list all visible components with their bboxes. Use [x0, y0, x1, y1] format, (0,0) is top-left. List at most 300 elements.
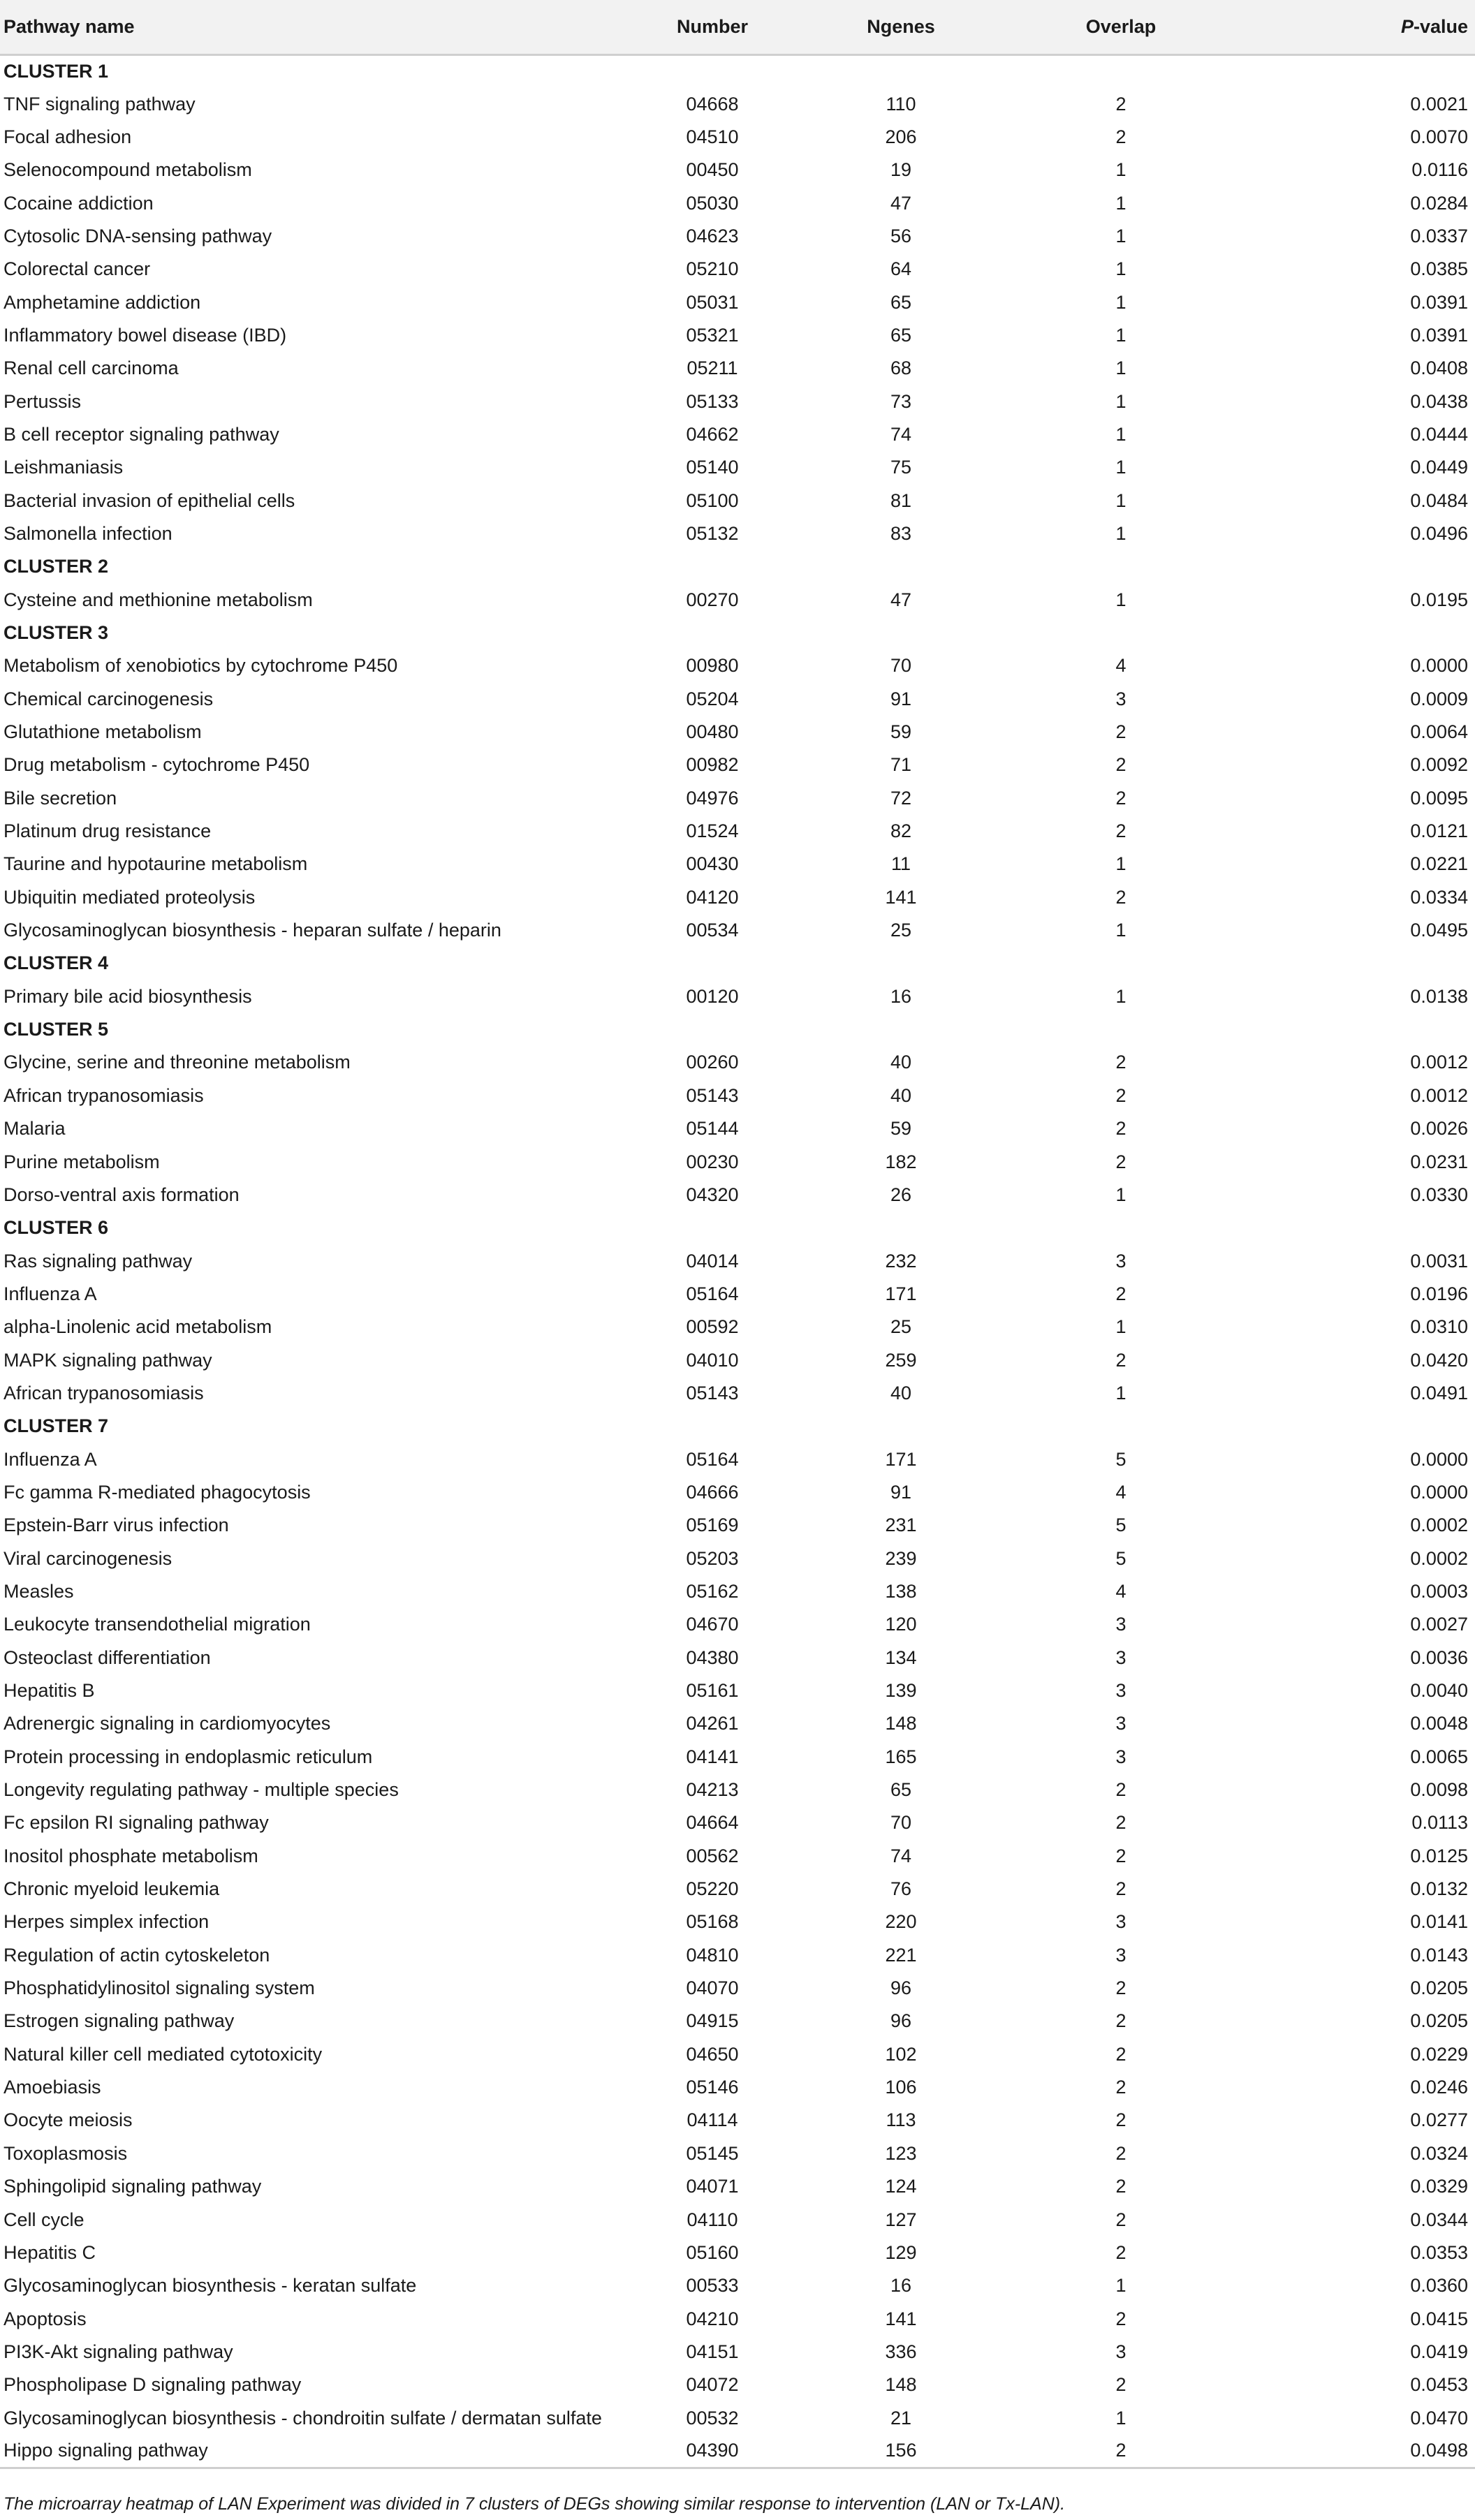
cell-p-value: 0.0026 [1410, 1118, 1468, 1140]
cell-overlap: 1 [1115, 358, 1127, 379]
cell-overlap: 1 [1115, 225, 1127, 246]
cell-ngenes: 239 [885, 1547, 917, 1569]
table-row [0, 2203, 1475, 2236]
cell-ngenes: 56 [890, 225, 912, 246]
cell-ngenes: 70 [890, 655, 912, 677]
cell-overlap: 3 [1115, 688, 1127, 709]
cell-pathway-name: Glutathione metabolism [3, 721, 202, 743]
cell-number: 04670 [686, 1614, 739, 1635]
table-row [0, 1972, 1475, 2005]
cell-p-value: 0.0031 [1410, 1250, 1468, 1272]
cell-number: 05140 [686, 457, 739, 478]
cell-number: 04213 [686, 1779, 739, 1801]
table-row [0, 683, 1475, 716]
cell-p-value: 0.0470 [1410, 2407, 1468, 2429]
cell-overlap: 1 [1115, 920, 1127, 941]
cell-number: 05210 [686, 258, 739, 280]
table-row [0, 220, 1475, 253]
cell-p-value: 0.0070 [1410, 126, 1468, 147]
cell-ngenes: 171 [885, 1448, 917, 1470]
cell-number: 05030 [686, 192, 739, 214]
cell-p-value: 0.0113 [1411, 1812, 1468, 1834]
table-row [0, 782, 1475, 815]
cell-ngenes: 221 [885, 1944, 917, 1966]
cell-pathway-name: Focal adhesion [3, 126, 132, 147]
cell-p-value: 0.0385 [1410, 258, 1468, 280]
cell-ngenes: 124 [885, 2176, 917, 2197]
cell-ngenes: 232 [885, 1250, 917, 1272]
cluster-heading-row [0, 550, 1475, 583]
cell-number: 00533 [686, 2275, 739, 2297]
cell-ngenes: 65 [890, 291, 912, 313]
cell-overlap: 1 [1115, 457, 1127, 478]
cell-pathway-name: Leukocyte transendothelial migration [3, 1614, 311, 1635]
table-row [0, 716, 1475, 749]
cell-pathway-name: Chronic myeloid leukemia [3, 1878, 220, 1900]
cell-pathway-name: Epstein-Barr virus infection [3, 1515, 229, 1536]
cell-number: 05160 [686, 2241, 739, 2263]
cell-overlap: 1 [1115, 522, 1127, 544]
cell-overlap: 4 [1115, 655, 1127, 677]
cell-overlap: 2 [1115, 2176, 1127, 2197]
table-body [0, 54, 1475, 2468]
cell-p-value: 0.0324 [1410, 2142, 1468, 2164]
cell-ngenes: 81 [890, 489, 912, 511]
cell-p-value: 0.0012 [1410, 1084, 1468, 1106]
table-row [0, 649, 1475, 682]
cell-number: 04071 [686, 2176, 739, 2197]
cell-ngenes: 148 [885, 1713, 917, 1734]
cell-p-value: 0.0205 [1410, 2010, 1468, 2032]
cell-pathway-name: Amoebiasis [3, 2077, 101, 2098]
cell-pathway-name: Amphetamine addiction [3, 291, 201, 313]
cell-overlap: 1 [1115, 589, 1127, 610]
cell-p-value: 0.0284 [1410, 192, 1468, 214]
cell-pathway-name: African trypanosomiasis [3, 1084, 204, 1106]
table-row [0, 584, 1475, 617]
cell-ngenes: 91 [890, 688, 912, 709]
header-ngenes: Ngenes [796, 0, 1006, 54]
cell-pathway-name: Chemical carcinogenesis [3, 688, 214, 709]
table-row [0, 286, 1475, 318]
cell-p-value: 0.0444 [1410, 423, 1468, 445]
cell-overlap: 2 [1115, 721, 1127, 743]
cell-pathway-name: African trypanosomiasis [3, 1382, 204, 1403]
cell-ngenes: 59 [890, 1118, 912, 1140]
cell-ngenes: 65 [890, 1779, 912, 1801]
cell-overlap: 3 [1115, 1250, 1127, 1272]
cell-overlap: 1 [1115, 1316, 1127, 1338]
cell-number: 05168 [686, 1911, 739, 1933]
cell-overlap: 2 [1115, 754, 1127, 776]
cell-ngenes: 47 [890, 192, 912, 214]
cell-number: 04510 [686, 126, 739, 147]
cell-overlap: 1 [1115, 159, 1127, 181]
cell-overlap: 3 [1115, 1713, 1127, 1734]
cell-ngenes: 127 [885, 2209, 917, 2230]
table-row [0, 1112, 1475, 1145]
cell-pathway-name: Malaria [3, 1118, 66, 1140]
cell-ngenes: 65 [890, 324, 912, 346]
table-row [0, 1179, 1475, 1211]
cell-number: 00120 [686, 985, 739, 1007]
cell-p-value: 0.0092 [1410, 754, 1468, 776]
cell-overlap: 1 [1115, 2275, 1127, 2297]
cell-p-value: 0.0310 [1410, 1316, 1468, 1338]
cell-ngenes: 74 [890, 423, 912, 445]
cell-number: 04668 [686, 93, 739, 115]
cell-p-value: 0.0012 [1410, 1052, 1468, 1073]
cluster-heading: CLUSTER 6 [3, 1217, 109, 1239]
cell-pathway-name: Fc epsilon RI signaling pathway [3, 1812, 269, 1834]
cell-p-value: 0.0205 [1410, 1977, 1468, 1999]
table-row [0, 1575, 1475, 1608]
table-row [0, 2435, 1475, 2468]
cell-p-value: 0.0000 [1410, 1481, 1468, 1503]
cell-ngenes: 91 [890, 1481, 912, 1503]
table-row [0, 2302, 1475, 2335]
cell-ngenes: 40 [890, 1382, 912, 1403]
cell-number: 05164 [686, 1283, 739, 1304]
cell-ngenes: 165 [885, 1746, 917, 1767]
cell-ngenes: 82 [890, 820, 912, 842]
cell-pathway-name: Hippo signaling pathway [0, 2435, 629, 2468]
cell-p-value: 0.0453 [1410, 2374, 1468, 2396]
cluster-heading-row [0, 54, 1475, 87]
cell-p-value: 0.0449 [1410, 457, 1468, 478]
cell-number: 00430 [686, 853, 739, 875]
cell-pathway-name: PI3K-Akt signaling pathway [3, 2341, 233, 2362]
table-row [0, 385, 1475, 418]
cell-overlap: 5 [1115, 1448, 1127, 1470]
cell-pathway-name: Cell cycle [3, 2209, 85, 2230]
cell-number: 01524 [686, 820, 739, 842]
cell-p-value: 0.0138 [1410, 985, 1468, 1007]
table-row [0, 1343, 1475, 1376]
cell-pathway-name: Renal cell carcinoma [3, 358, 179, 379]
cell-p-value: 0.0229 [1410, 2043, 1468, 2065]
cell-pathway-name: B cell receptor signaling pathway [3, 423, 279, 445]
header-pathway-name: Pathway name [0, 0, 629, 54]
cell-ngenes: 40 [890, 1052, 912, 1073]
cell-p-value: 0.0116 [1411, 159, 1468, 181]
table-header-row [0, 0, 1475, 54]
cell-ngenes: 134 [885, 1646, 917, 1668]
cell-ngenes: 141 [885, 886, 917, 908]
cell-pathway-name: Metabolism of xenobiotics by cytochrome P450 [3, 655, 398, 677]
cell-overlap: 1 [1115, 324, 1127, 346]
cell-number: 05164 [686, 1448, 739, 1470]
table-row [0, 2038, 1475, 2071]
cell-pathway-name: Leishmaniasis [3, 457, 124, 478]
cell-ngenes: 73 [890, 390, 912, 412]
cell-number: 05143 [686, 1382, 739, 1403]
cell-pathway-name: Oocyte meiosis [3, 2109, 133, 2131]
cell-ngenes: 71 [890, 754, 912, 776]
cell-number: 05132 [686, 522, 739, 544]
cell-overlap: 2 [1115, 2010, 1127, 2032]
cell-ngenes: 129 [885, 2241, 917, 2263]
cell-number: 05321 [686, 324, 739, 346]
table-row [0, 154, 1475, 186]
cell-number: 04390 [629, 2435, 796, 2468]
cell-pathway-name: Taurine and hypotaurine metabolism [3, 853, 308, 875]
header-p-value [1236, 0, 1475, 54]
header-number: Number [629, 0, 796, 54]
cell-number: 04070 [686, 1977, 739, 1999]
cell-p-value: 0.0143 [1410, 1944, 1468, 1966]
cell-number: 00980 [686, 655, 739, 677]
cell-number: 05146 [686, 2077, 739, 2098]
cell-overlap: 2 [1115, 2308, 1127, 2329]
cell-pathway-name: Herpes simplex infection [3, 1911, 210, 1933]
cell-overlap: 3 [1115, 1746, 1127, 1767]
cell-overlap: 2 [1115, 820, 1127, 842]
cell-p-value: 0.0438 [1410, 390, 1468, 412]
cluster-heading: CLUSTER 4 [3, 952, 109, 974]
cell-p-value: 0.0040 [1410, 1680, 1468, 1702]
cell-p-value: 0.0003 [1410, 1580, 1468, 1602]
cell-ngenes: 113 [886, 2109, 916, 2131]
cell-pathway-name: Inflammatory bowel disease (IBD) [3, 324, 287, 346]
cell-overlap: 4 [1115, 1481, 1127, 1503]
cell-ngenes: 25 [890, 1316, 912, 1338]
cell-p-value: 0.0098 [1410, 1779, 1468, 1801]
cell-p-value: 0.0065 [1410, 1746, 1468, 1767]
cell-overlap: 1 [1115, 192, 1127, 214]
table-row [0, 848, 1475, 880]
cell-overlap: 2 [1115, 787, 1127, 809]
cell-p-value: 0.0353 [1410, 2241, 1468, 2263]
cell-ngenes: 110 [886, 93, 916, 115]
table-row [0, 1080, 1475, 1112]
cell-number: 05161 [686, 1680, 739, 1702]
table-row [0, 881, 1475, 914]
cell-overlap: 3 [1115, 1911, 1127, 1933]
cell-number: 04915 [686, 2010, 739, 2032]
cell-p-value: 0.0009 [1410, 688, 1468, 709]
cell-pathway-name: Bacterial invasion of epithelial cells [3, 489, 295, 511]
cell-p-value: 0.0002 [1410, 1547, 1468, 1569]
cell-overlap: 2 [1006, 2435, 1236, 2468]
cell-pathway-name: Adrenergic signaling in cardiomyocytes [3, 1713, 331, 1734]
cell-ngenes: 76 [890, 1878, 912, 1900]
cell-overlap: 2 [1115, 1977, 1127, 1999]
table-row [0, 1840, 1475, 1873]
cell-ngenes: 141 [885, 2308, 917, 2329]
cell-overlap: 1 [1115, 489, 1127, 511]
cell-p-value: 0.0360 [1410, 2275, 1468, 2297]
cell-ngenes: 96 [890, 1977, 912, 1999]
cell-ngenes: 40 [890, 1084, 912, 1106]
cell-number: 04151 [686, 2341, 739, 2362]
cell-p-value: 0.0064 [1410, 721, 1468, 743]
cell-number: 04810 [686, 1944, 739, 1966]
cell-number: 04650 [686, 2043, 739, 2065]
cell-pathway-name: Bile secretion [3, 787, 117, 809]
cell-ngenes: 231 [885, 1515, 917, 1536]
cell-number: 05133 [686, 390, 739, 412]
cell-p-value: 0.0095 [1410, 787, 1468, 809]
cell-overlap: 2 [1115, 1812, 1127, 1834]
cell-pathway-name: Colorectal cancer [3, 258, 151, 280]
cell-number: 05143 [686, 1084, 739, 1106]
cell-number: 05204 [686, 688, 739, 709]
cell-p-value: 0.0000 [1410, 1448, 1468, 1470]
cell-ngenes: 182 [885, 1151, 917, 1172]
cell-number: 00592 [686, 1316, 739, 1338]
cell-p-value: 0.0420 [1410, 1349, 1468, 1371]
cell-overlap: 5 [1115, 1547, 1127, 1569]
table-row [0, 815, 1475, 848]
cell-p-value: 0.0132 [1410, 1878, 1468, 1900]
cell-ngenes: 259 [885, 1349, 917, 1371]
cell-pathway-name: Cytosolic DNA-sensing pathway [3, 225, 272, 246]
table-row [0, 87, 1475, 120]
cell-ngenes: 336 [885, 2341, 917, 2362]
cluster-heading-row [0, 947, 1475, 980]
cell-pathway-name: Selenocompound metabolism [3, 159, 252, 181]
header-overlap: Overlap [1006, 0, 1236, 54]
cell-number: 04976 [686, 787, 739, 809]
cell-overlap: 1 [1115, 1184, 1127, 1205]
cell-pathway-name: Purine metabolism [3, 1151, 160, 1172]
cell-overlap: 2 [1115, 1878, 1127, 1900]
cell-p-value: 0.0231 [1410, 1151, 1468, 1172]
table-row [0, 186, 1475, 219]
cell-p-value: 0.0195 [1410, 589, 1468, 610]
table-row [0, 1278, 1475, 1311]
cell-ngenes: 156 [796, 2435, 1006, 2468]
cell-overlap: 1 [1115, 985, 1127, 1007]
table-row [0, 1608, 1475, 1641]
cell-ngenes: 123 [885, 2142, 917, 2164]
cell-p-value: 0.0330 [1410, 1184, 1468, 1205]
cell-ngenes: 83 [890, 522, 912, 544]
cell-overlap: 1 [1115, 2407, 1127, 2429]
cell-p-value: 0.0484 [1410, 489, 1468, 511]
cell-overlap: 4 [1115, 1580, 1127, 1602]
cluster-heading-row [0, 1410, 1475, 1443]
cell-p-value: 0.0391 [1410, 291, 1468, 313]
cell-p-value: 0.0121 [1410, 820, 1468, 842]
cell-pathway-name: Dorso-ventral axis formation [3, 1184, 240, 1205]
table-row [0, 2005, 1475, 2038]
cell-p-value: 0.0408 [1410, 358, 1468, 379]
cell-ngenes: 75 [890, 457, 912, 478]
table-row [0, 1873, 1475, 1906]
cell-pathway-name: Hepatitis B [3, 1680, 95, 1702]
cell-p-value: 0.0495 [1410, 920, 1468, 941]
table-row [0, 1443, 1475, 1475]
cell-p-value: 0.0196 [1410, 1283, 1468, 1304]
cell-pathway-name: Toxoplasmosis [3, 2142, 128, 2164]
cell-pathway-name: TNF signaling pathway [3, 93, 196, 115]
cell-ngenes: 138 [885, 1580, 917, 1602]
cell-overlap: 1 [1115, 423, 1127, 445]
cell-pathway-name: Influenza A [3, 1283, 97, 1304]
cell-number: 04114 [687, 2109, 738, 2131]
table-row [0, 1509, 1475, 1542]
cell-pathway-name: Osteoclast differentiation [3, 1646, 211, 1668]
table-footnote: The microarray heatmap of LAN Experiment was divided in 7 clusters of DEGs showing similar response to intervention (LAN or Tx-LAN). [3, 2494, 1066, 2514]
cell-pathway-name: Ras signaling pathway [3, 1250, 193, 1272]
table-row [0, 2170, 1475, 2203]
cell-p-value: 0.0277 [1410, 2109, 1468, 2131]
table-row [0, 1674, 1475, 1707]
cell-pathway-name: alpha-Linolenic acid metabolism [3, 1316, 272, 1338]
cell-number: 04110 [687, 2209, 738, 2230]
cell-p-value: 0.0334 [1410, 886, 1468, 908]
cell-ngenes: 70 [890, 1812, 912, 1834]
cell-overlap: 2 [1115, 2241, 1127, 2263]
cell-overlap: 1 [1115, 853, 1127, 875]
table-row [0, 2336, 1475, 2368]
cell-ngenes: 171 [885, 1283, 917, 1304]
table-row [0, 517, 1475, 550]
cell-ngenes: 59 [890, 721, 912, 743]
cluster-heading-row [0, 617, 1475, 649]
cell-ngenes: 72 [890, 787, 912, 809]
cell-pathway-name: Glycosaminoglycan biosynthesis - chondroitin sulfate / dermatan sulfate [3, 2407, 602, 2429]
cell-ngenes: 139 [885, 1680, 917, 1702]
header-p-value-italic: P [1400, 15, 1414, 37]
cell-number: 04320 [686, 1184, 739, 1205]
cell-overlap: 2 [1115, 2109, 1127, 2131]
cell-overlap: 2 [1115, 1845, 1127, 1866]
cell-overlap: 2 [1115, 1084, 1127, 1106]
cluster-heading: CLUSTER 7 [3, 1415, 109, 1437]
cell-pathway-name: Phospholipase D signaling pathway [3, 2374, 302, 2396]
table-row [0, 1707, 1475, 1740]
cell-pathway-name: Cocaine addiction [3, 192, 154, 214]
cell-ngenes: 148 [885, 2374, 917, 2396]
cell-pathway-name: Apoptosis [3, 2308, 87, 2329]
cluster-heading: CLUSTER 5 [3, 1019, 109, 1040]
cell-pathway-name: Drug metabolism - cytochrome P450 [3, 754, 310, 776]
cell-number: 00450 [686, 159, 739, 181]
cell-pathway-name: Influenza A [3, 1448, 97, 1470]
cell-ngenes: 120 [885, 1614, 917, 1635]
cell-p-value: 0.0125 [1410, 1845, 1468, 1866]
cell-p-value: 0.0021 [1410, 93, 1468, 115]
cell-p-value: 0.0329 [1410, 2176, 1468, 2197]
cell-overlap: 1 [1115, 291, 1127, 313]
cell-pathway-name: Cysteine and methionine metabolism [3, 589, 313, 610]
cell-ngenes: 220 [885, 1911, 917, 1933]
table-row [0, 1244, 1475, 1277]
cell-p-value: 0.0498 [1236, 2435, 1475, 2468]
cell-pathway-name: Inositol phosphate metabolism [3, 1845, 258, 1866]
cell-overlap: 3 [1115, 1646, 1127, 1668]
cell-number: 00270 [686, 589, 739, 610]
cell-ngenes: 16 [890, 2275, 912, 2297]
cell-number: 04666 [686, 1481, 739, 1503]
table-row [0, 1311, 1475, 1343]
header-p-value-rest: -value [1413, 15, 1468, 37]
table-row [0, 2401, 1475, 2434]
table-row [0, 1906, 1475, 1938]
cell-number: 04210 [686, 2308, 739, 2329]
cell-ngenes: 74 [890, 1845, 912, 1866]
cell-number: 05100 [686, 489, 739, 511]
cell-pathway-name: MAPK signaling pathway [3, 1349, 212, 1371]
cell-overlap: 1 [1115, 258, 1127, 280]
cell-number: 00480 [686, 721, 739, 743]
cell-ngenes: 26 [890, 1184, 912, 1205]
cell-pathway-name: Glycosaminoglycan biosynthesis - keratan sulfate [3, 2275, 417, 2297]
cell-p-value: 0.0415 [1410, 2308, 1468, 2329]
